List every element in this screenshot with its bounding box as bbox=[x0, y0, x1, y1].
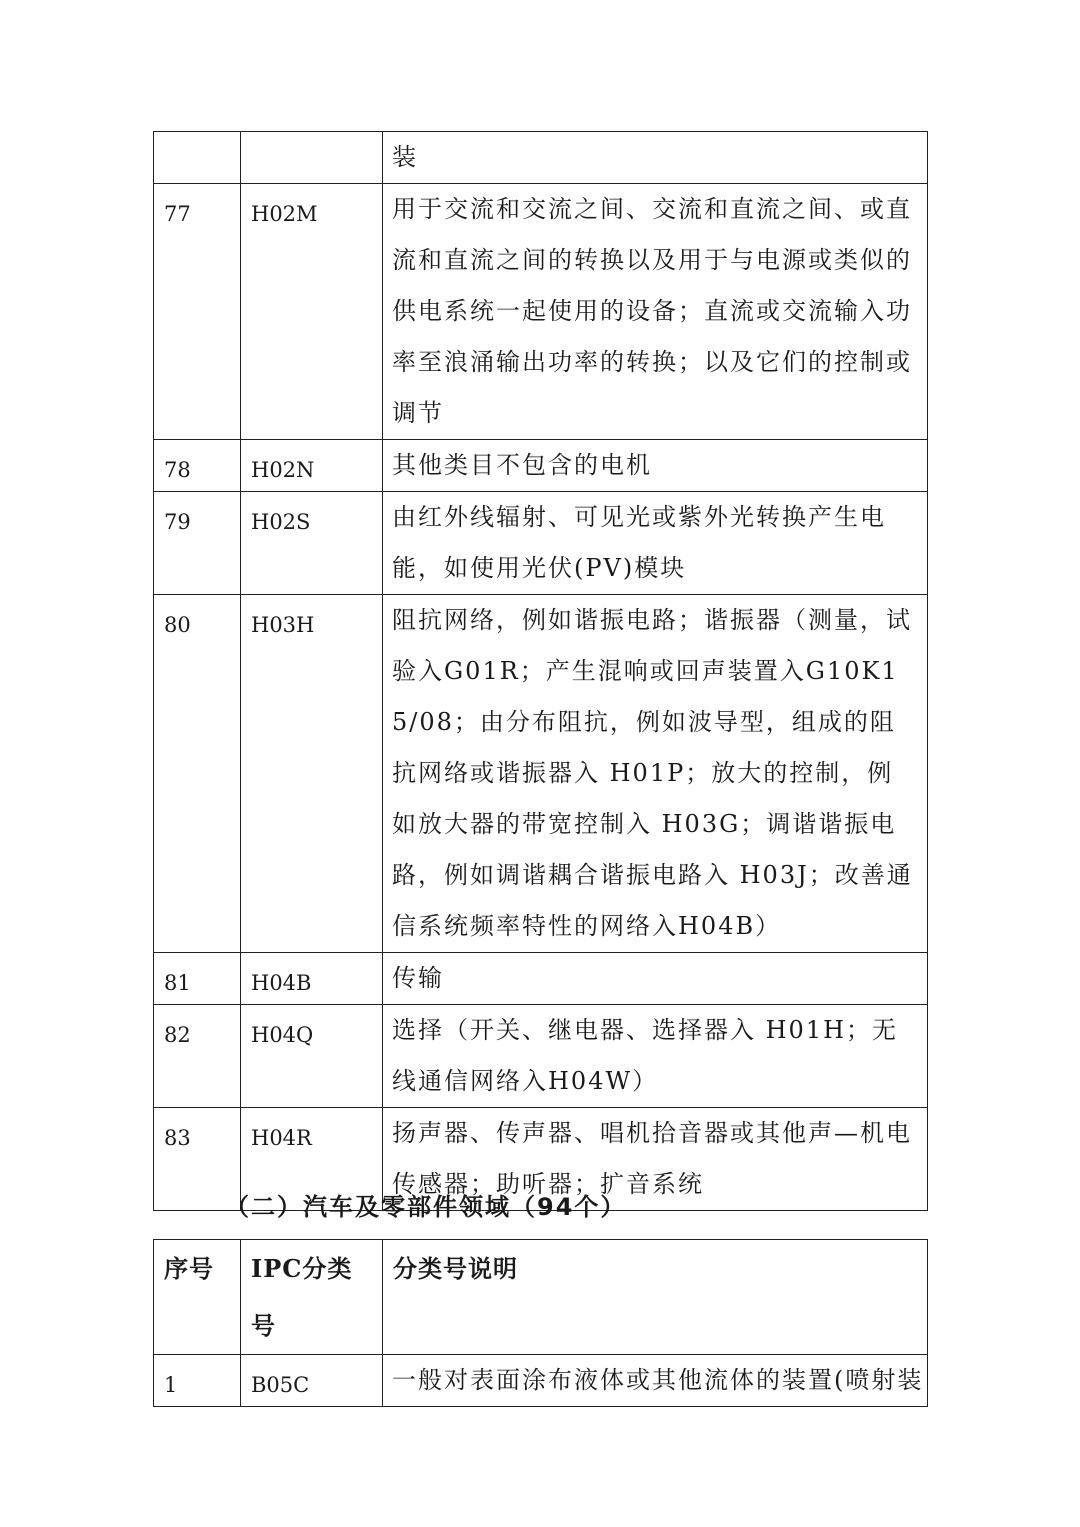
ipc-description: 一般对表面涂布液体或其他流体的装置(喷射装 bbox=[383, 1355, 928, 1407]
table-row bbox=[154, 184, 928, 440]
ipc-description: 阻抗网络，例如谐振电路；谐振器（测量，试验入G01R；产生混响或回声装置入G10K15/08；由分布阻抗，例如波导型，组成的阻抗网络或谐振器入 H01P；放大的控制，例如放大器的带宽控制入 H03G；调谐谐振电路，例如调谐耦合谐振电路入 H03J；改善通信系统频率特性的网络入H04B） bbox=[383, 595, 928, 953]
ipc-code: H04R bbox=[241, 1108, 383, 1211]
table-header-row bbox=[154, 1240, 928, 1355]
ipc-code: H02N bbox=[241, 440, 383, 492]
table-row bbox=[154, 440, 928, 492]
ipc-table-electronics bbox=[153, 131, 928, 1211]
row-number: 80 bbox=[154, 595, 241, 953]
ipc-code: H02S bbox=[241, 492, 383, 595]
row-number: 82 bbox=[154, 1005, 241, 1108]
section-title: （二）汽车及零部件领域（94个） bbox=[225, 1193, 627, 1221]
table-row bbox=[154, 132, 928, 184]
ipc-code: H04B bbox=[241, 953, 383, 1005]
row-number: 1 bbox=[154, 1355, 241, 1407]
ipc-code bbox=[241, 132, 383, 184]
ipc-description: 装 bbox=[383, 132, 928, 184]
row-number bbox=[154, 132, 241, 184]
table-row bbox=[154, 953, 928, 1005]
ipc-code: H04Q bbox=[241, 1005, 383, 1108]
row-number: 81 bbox=[154, 953, 241, 1005]
header-ipc-code: IPC分类号 bbox=[241, 1240, 383, 1355]
row-number: 77 bbox=[154, 184, 241, 440]
ipc-code: H02M bbox=[241, 184, 383, 440]
row-number: 83 bbox=[154, 1108, 241, 1211]
ipc-description: 其他类目不包含的电机 bbox=[383, 440, 928, 492]
ipc-code: B05C bbox=[241, 1355, 383, 1407]
ipc-description: 传输 bbox=[383, 953, 928, 1005]
row-number: 79 bbox=[154, 492, 241, 595]
ipc-description: 用于交流和交流之间、交流和直流之间、或直流和直流之间的转换以及用于与电源或类似的供电系统一起使用的设备；直流或交流输入功率至浪涌输出功率的转换；以及它们的控制或调节 bbox=[383, 184, 928, 440]
table-row bbox=[154, 1005, 928, 1108]
table-row bbox=[154, 1355, 928, 1407]
table-row bbox=[154, 492, 928, 595]
ipc-table-automotive bbox=[153, 1239, 928, 1407]
row-number: 78 bbox=[154, 440, 241, 492]
ipc-description: 扬声器、传声器、唱机拾音器或其他声—机电传感器；助听器；扩音系统 bbox=[383, 1108, 928, 1211]
ipc-code: H03H bbox=[241, 595, 383, 953]
header-description: 分类号说明 bbox=[383, 1240, 928, 1355]
ipc-description: 由红外线辐射、可见光或紫外光转换产生电能，如使用光伏(PV)模块 bbox=[383, 492, 928, 595]
table-row bbox=[154, 595, 928, 953]
ipc-description: 选择（开关、继电器、选择器入 H01H；无线通信网络入H04W） bbox=[383, 1005, 928, 1108]
header-number: 序号 bbox=[154, 1240, 241, 1355]
